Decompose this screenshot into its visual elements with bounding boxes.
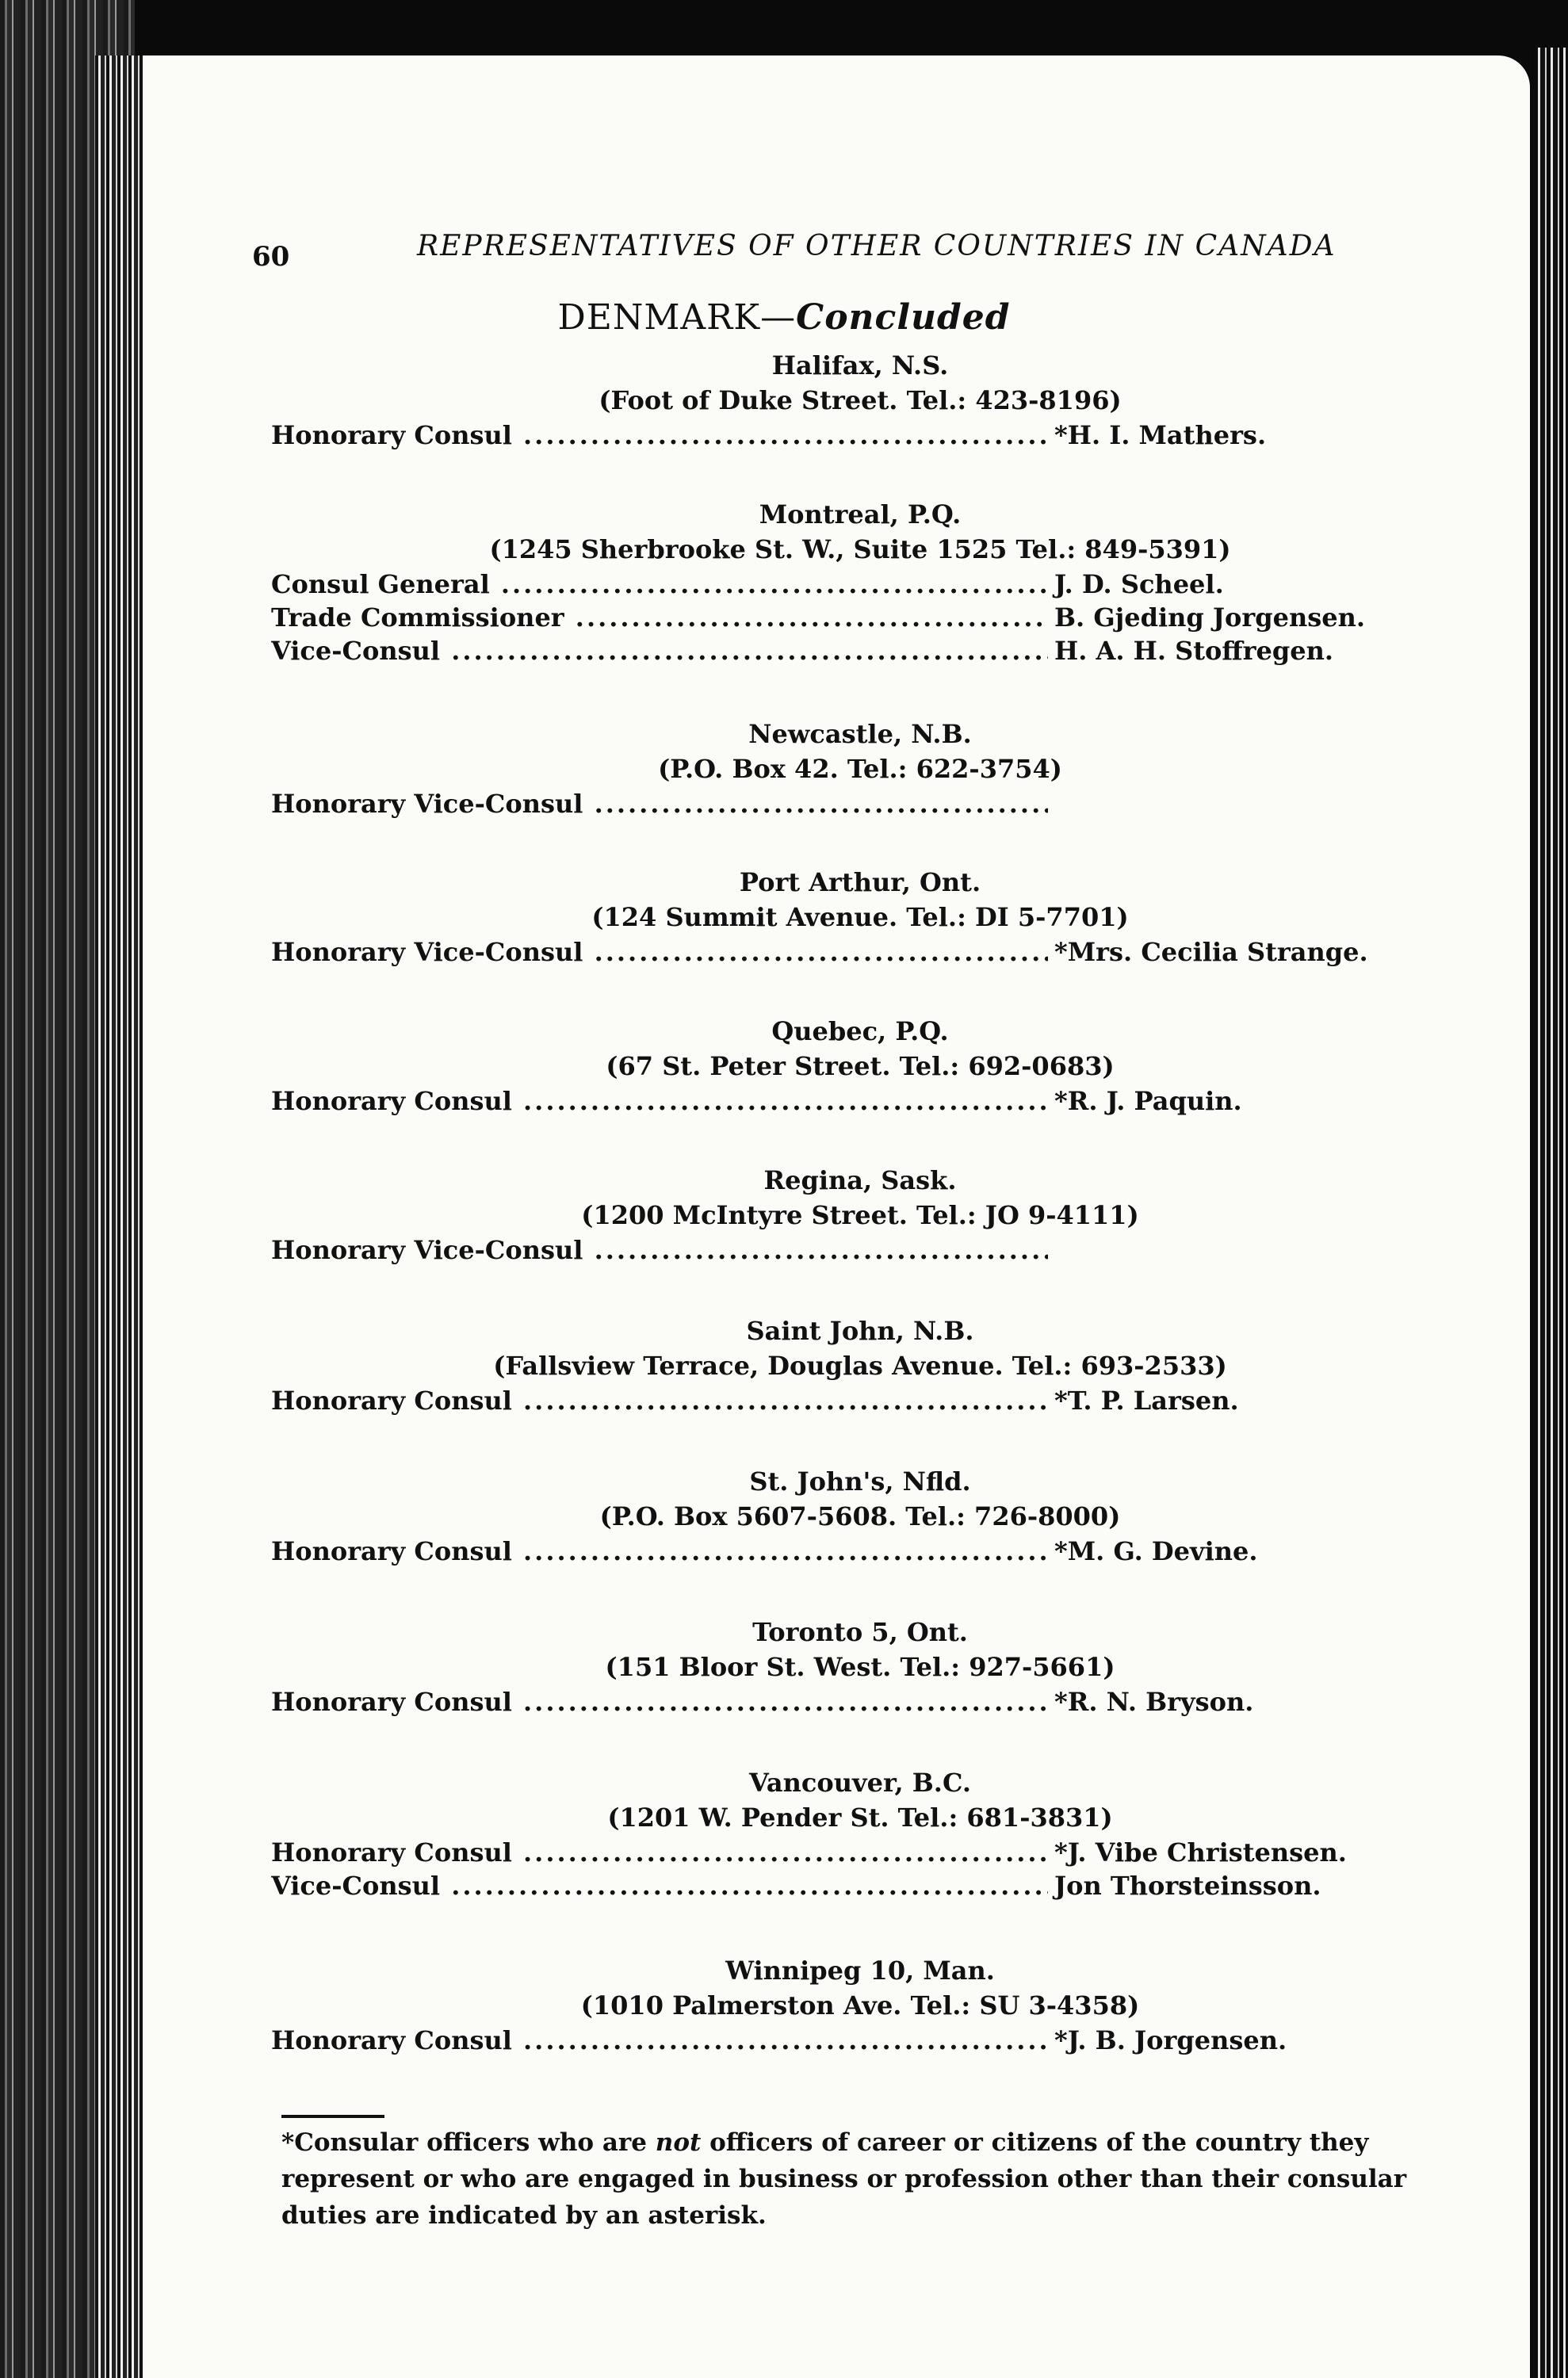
country-name: DENMARK—	[557, 297, 797, 338]
entry-name: *H. I. Mathers.	[1054, 420, 1267, 450]
entry-title: Honorary Vice-Consul .....	[271, 1233, 1048, 1267]
running-title: REPRESENTATIVES OF OTHER COUNTRIES IN CANADA	[417, 230, 1337, 262]
city-heading: Winnipeg 10, Man.	[725, 1956, 995, 1986]
section-quebec	[262, 1015, 1395, 1118]
entry-name: *J. B. Jorgensen.	[1054, 2025, 1287, 2055]
city-heading: Newcastle, N.B.	[748, 719, 972, 749]
section-montreal	[262, 498, 1395, 667]
section-halifax	[262, 349, 1395, 452]
page-edge-left	[95, 55, 143, 2378]
section-saint-john	[262, 1314, 1395, 1417]
section-st-johns	[262, 1465, 1395, 1568]
section-winnipeg	[262, 1954, 1395, 2057]
section-regina	[262, 1164, 1395, 1267]
entry-title: Honorary Consul .....	[271, 1836, 1048, 1869]
entry-name: *R. J. Paquin.	[1054, 1086, 1242, 1116]
city-heading: Toronto 5, Ont.	[752, 1617, 968, 1647]
entry-name: B. Gjeding Jorgensen.	[1054, 602, 1366, 633]
entry-row	[262, 601, 1395, 634]
entry-title: Honorary Vice-Consul .....	[271, 787, 1048, 820]
entry-row	[262, 1685, 1395, 1719]
footnote-emphasis: not	[655, 2128, 702, 2157]
entry-row	[262, 1836, 1395, 1869]
footnote	[281, 2124, 1486, 2234]
entry-row	[262, 787, 1395, 820]
page-header	[252, 230, 1337, 277]
section-newcastle	[262, 717, 1395, 820]
address-line: (124 Summit Avenue. Tel.: DI 5-7701)	[591, 902, 1129, 932]
entry-title: Honorary Consul .....	[271, 1084, 1048, 1118]
city-heading: Port Arthur, Ont.	[739, 867, 981, 897]
entry-title: Vice-Consul .....	[271, 1869, 1048, 1902]
city-heading: Saint John, N.B.	[746, 1316, 974, 1346]
entry-row	[262, 634, 1395, 667]
address-line: (P.O. Box 5607-5608. Tel.: 726-8000)	[599, 1501, 1121, 1531]
entry-name: *R. N. Bryson.	[1054, 1687, 1254, 1717]
address-line: (P.O. Box 42. Tel.: 622-3754)	[658, 754, 1062, 784]
entry-title: Honorary Consul .....	[271, 419, 1048, 452]
entry-title: Honorary Consul .....	[271, 2024, 1048, 2057]
address-line: (1201 W. Pender St. Tel.: 681-3831)	[607, 1803, 1113, 1833]
address-line: (1010 Palmerston Ave. Tel.: SU 3-4358)	[580, 1990, 1140, 2021]
entry-row	[262, 1384, 1395, 1417]
address-line: (Foot of Duke Street. Tel.: 423-8196)	[599, 385, 1122, 415]
footnote-text-before: *Consular officers who are	[281, 2128, 656, 2157]
entry-title: Honorary Consul .....	[271, 1685, 1048, 1719]
entry-row	[262, 1869, 1395, 1902]
country-suffix: Concluded	[796, 297, 1011, 338]
address-line: (151 Bloor St. West. Tel.: 927-5661)	[605, 1652, 1115, 1682]
entry-name: *J. Vibe Christensen.	[1054, 1837, 1347, 1868]
address-line: (1245 Sherbrooke St. W., Suite 1525 Tel.: 849-5391)	[489, 534, 1231, 564]
entry-row	[262, 568, 1395, 601]
section-port-arthur	[262, 866, 1395, 969]
entry-name: J. D. Scheel.	[1054, 569, 1224, 599]
entry-row	[262, 1233, 1395, 1267]
entry-name: H. A. H. Stoffregen.	[1054, 636, 1333, 666]
footnote-text-after: officers of career or citizens of the country they represent or who are engaged in business or profession other than their consular duties are indicated by an asterisk.	[281, 2128, 1407, 2230]
country-heading	[0, 297, 1568, 338]
entry-name: *Mrs. Cecilia Strange.	[1054, 937, 1368, 967]
entry-title: Vice-Consul .....	[271, 634, 1048, 667]
entry-row	[262, 1535, 1395, 1568]
entry-row	[262, 1084, 1395, 1118]
entry-title: Honorary Consul .....	[271, 1384, 1048, 1417]
address-line: (1200 McIntyre Street. Tel.: JO 9-4111)	[581, 1200, 1139, 1230]
entry-name: *T. P. Larsen.	[1054, 1386, 1239, 1416]
entry-row	[262, 2024, 1395, 2057]
address-line: (Fallsview Terrace, Douglas Avenue. Tel.: 693-2533)	[493, 1351, 1227, 1381]
address-line: (67 St. Peter Street. Tel.: 692-0683)	[606, 1051, 1115, 1081]
entry-title: Consul General .....	[271, 568, 1048, 601]
entry-name: Jon Thorsteinsson.	[1054, 1871, 1321, 1901]
city-heading: Vancouver, B.C.	[749, 1768, 971, 1798]
city-heading: Halifax, N.S.	[771, 350, 949, 380]
city-heading: St. John's, Nfld.	[749, 1466, 971, 1497]
entry-title: Trade Commissioner .....	[271, 601, 1048, 634]
entry-name: *M. G. Devine.	[1054, 1536, 1258, 1566]
city-heading: Quebec, P.Q.	[771, 1016, 949, 1046]
page-edge-right	[1534, 48, 1568, 2378]
entry-title: Honorary Vice-Consul .....	[271, 935, 1048, 969]
section-toronto	[262, 1615, 1395, 1719]
footnote-rule	[281, 2115, 384, 2118]
page-number: 60	[252, 241, 290, 273]
entry-title: Honorary Consul .....	[271, 1535, 1048, 1568]
entry-row	[262, 419, 1395, 452]
city-heading: Montreal, P.Q.	[759, 499, 962, 530]
city-heading: Regina, Sask.	[763, 1165, 957, 1195]
entry-row	[262, 935, 1395, 969]
section-vancouver	[262, 1766, 1395, 1902]
